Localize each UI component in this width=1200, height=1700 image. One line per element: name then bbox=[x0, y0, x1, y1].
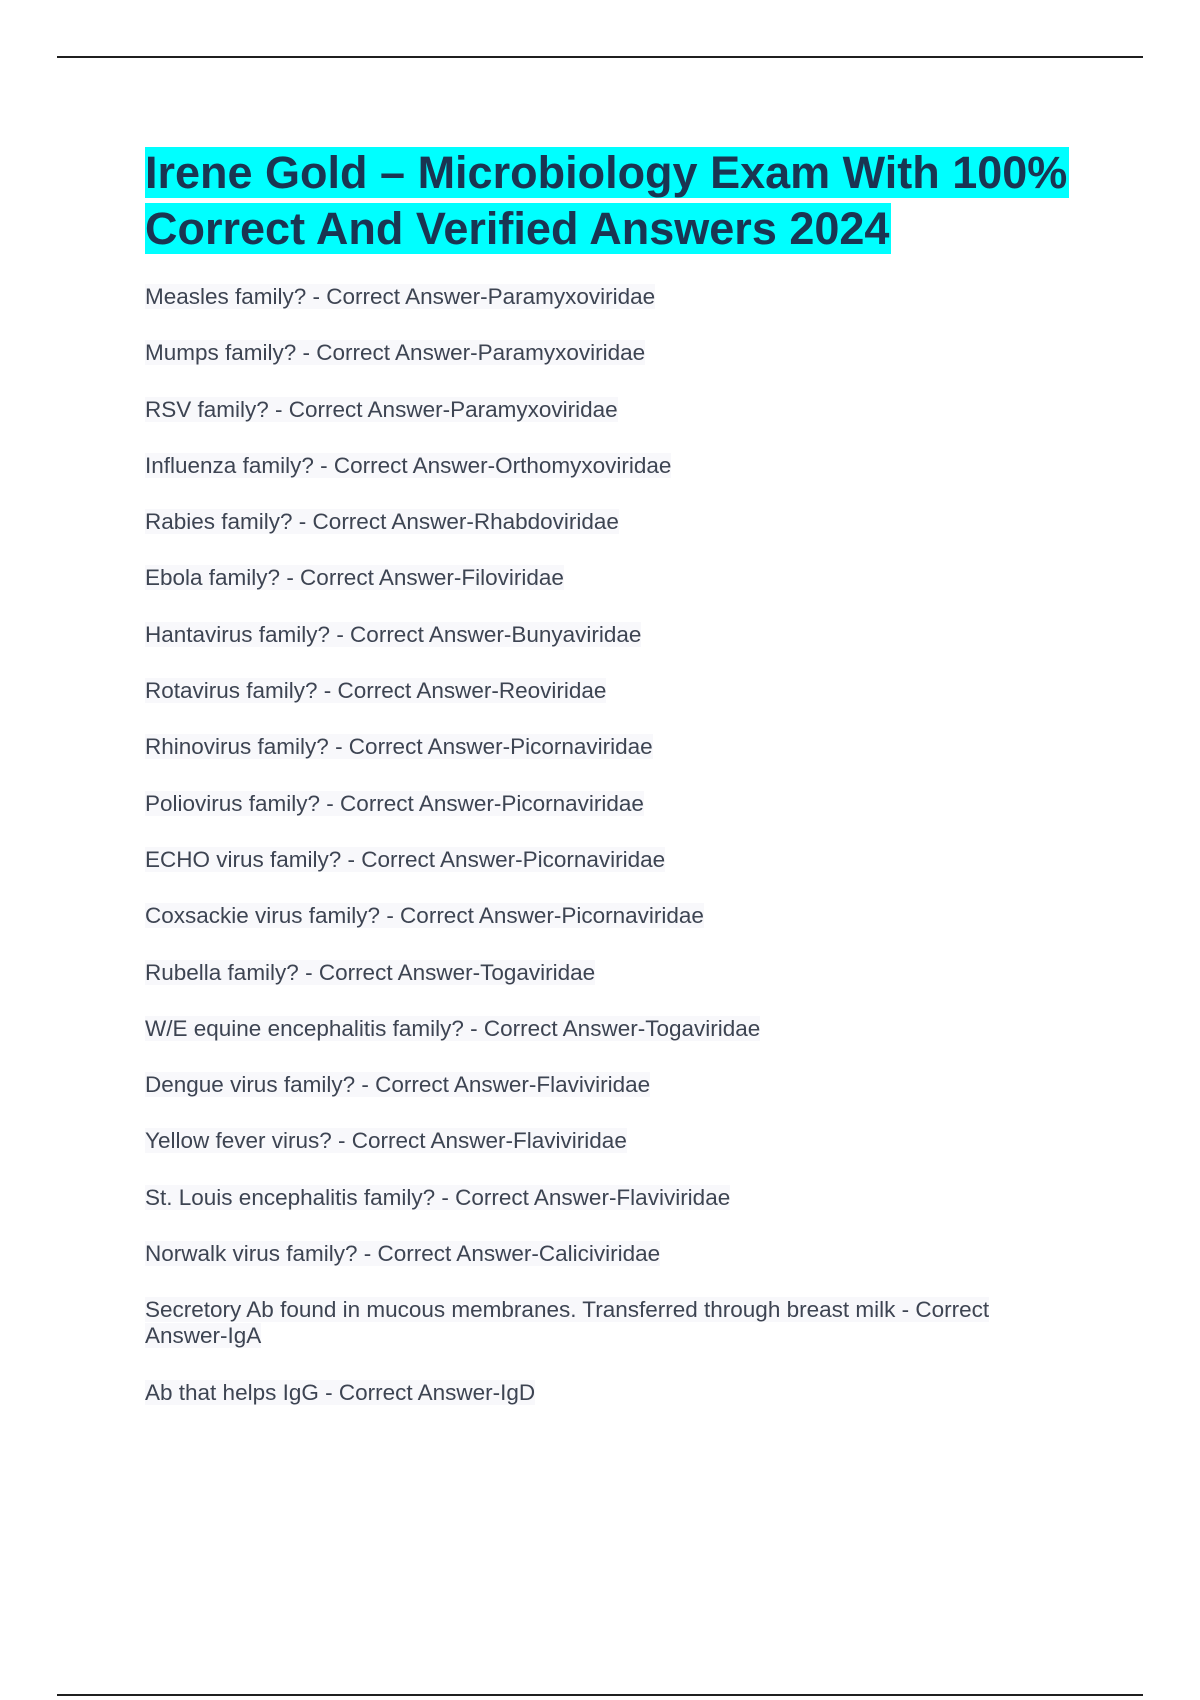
qa-list bbox=[145, 284, 1065, 1436]
top-rule bbox=[57, 56, 1143, 58]
qa-item: Poliovirus family? - Correct Answer-Picornaviridae bbox=[145, 790, 644, 816]
qa-item: Norwalk virus family? - Correct Answer-Caliciviridae bbox=[145, 1241, 661, 1267]
qa-item: Rabies family? - Correct Answer-Rhabdoviridae bbox=[145, 509, 619, 535]
qa-item: Rotavirus family? - Correct Answer-Reoviridae bbox=[145, 678, 607, 704]
qa-item: W/E equine encephalitis family? - Correct Answer-Togaviridae bbox=[145, 1015, 761, 1041]
qa-item: Coxsackie virus family? - Correct Answer-Picornaviridae bbox=[145, 903, 704, 929]
qa-item: Dengue virus family? - Correct Answer-Flaviviridae bbox=[145, 1072, 651, 1098]
qa-item: Influenza family? - Correct Answer-Orthomyxoviridae bbox=[145, 452, 672, 478]
qa-item: St. Louis encephalitis family? - Correct Answer-Flaviviridae bbox=[145, 1184, 731, 1210]
qa-item: Rhinovirus family? - Correct Answer-Picornaviridae bbox=[145, 734, 653, 760]
qa-item: Ebola family? - Correct Answer-Filoviridae bbox=[145, 565, 564, 591]
document-title bbox=[145, 145, 1090, 257]
document-title-text: Irene Gold – Microbiology Exam With 100% Correct And Verified Answers 2024 bbox=[145, 147, 1068, 254]
qa-item: Rubella family? - Correct Answer-Togaviridae bbox=[145, 959, 596, 985]
bottom-rule bbox=[57, 1694, 1143, 1696]
qa-item: Hantavirus family? - Correct Answer-Bunyaviridae bbox=[145, 621, 642, 647]
qa-item: ECHO virus family? - Correct Answer-Picornaviridae bbox=[145, 846, 666, 872]
qa-item: Ab that helps IgG - Correct Answer-IgD bbox=[145, 1379, 536, 1405]
qa-item: Measles family? - Correct Answer-Paramyxoviridae bbox=[145, 284, 656, 309]
qa-item: Secretory Ab found in mucous membranes. Transferred through breast milk - Correct Answer-IgA bbox=[145, 1297, 990, 1349]
qa-item: Mumps family? - Correct Answer-Paramyxoviridae bbox=[145, 340, 646, 366]
qa-item: Yellow fever virus? - Correct Answer-Flaviviridae bbox=[145, 1128, 627, 1154]
qa-item: RSV family? - Correct Answer-Paramyxoviridae bbox=[145, 396, 618, 422]
